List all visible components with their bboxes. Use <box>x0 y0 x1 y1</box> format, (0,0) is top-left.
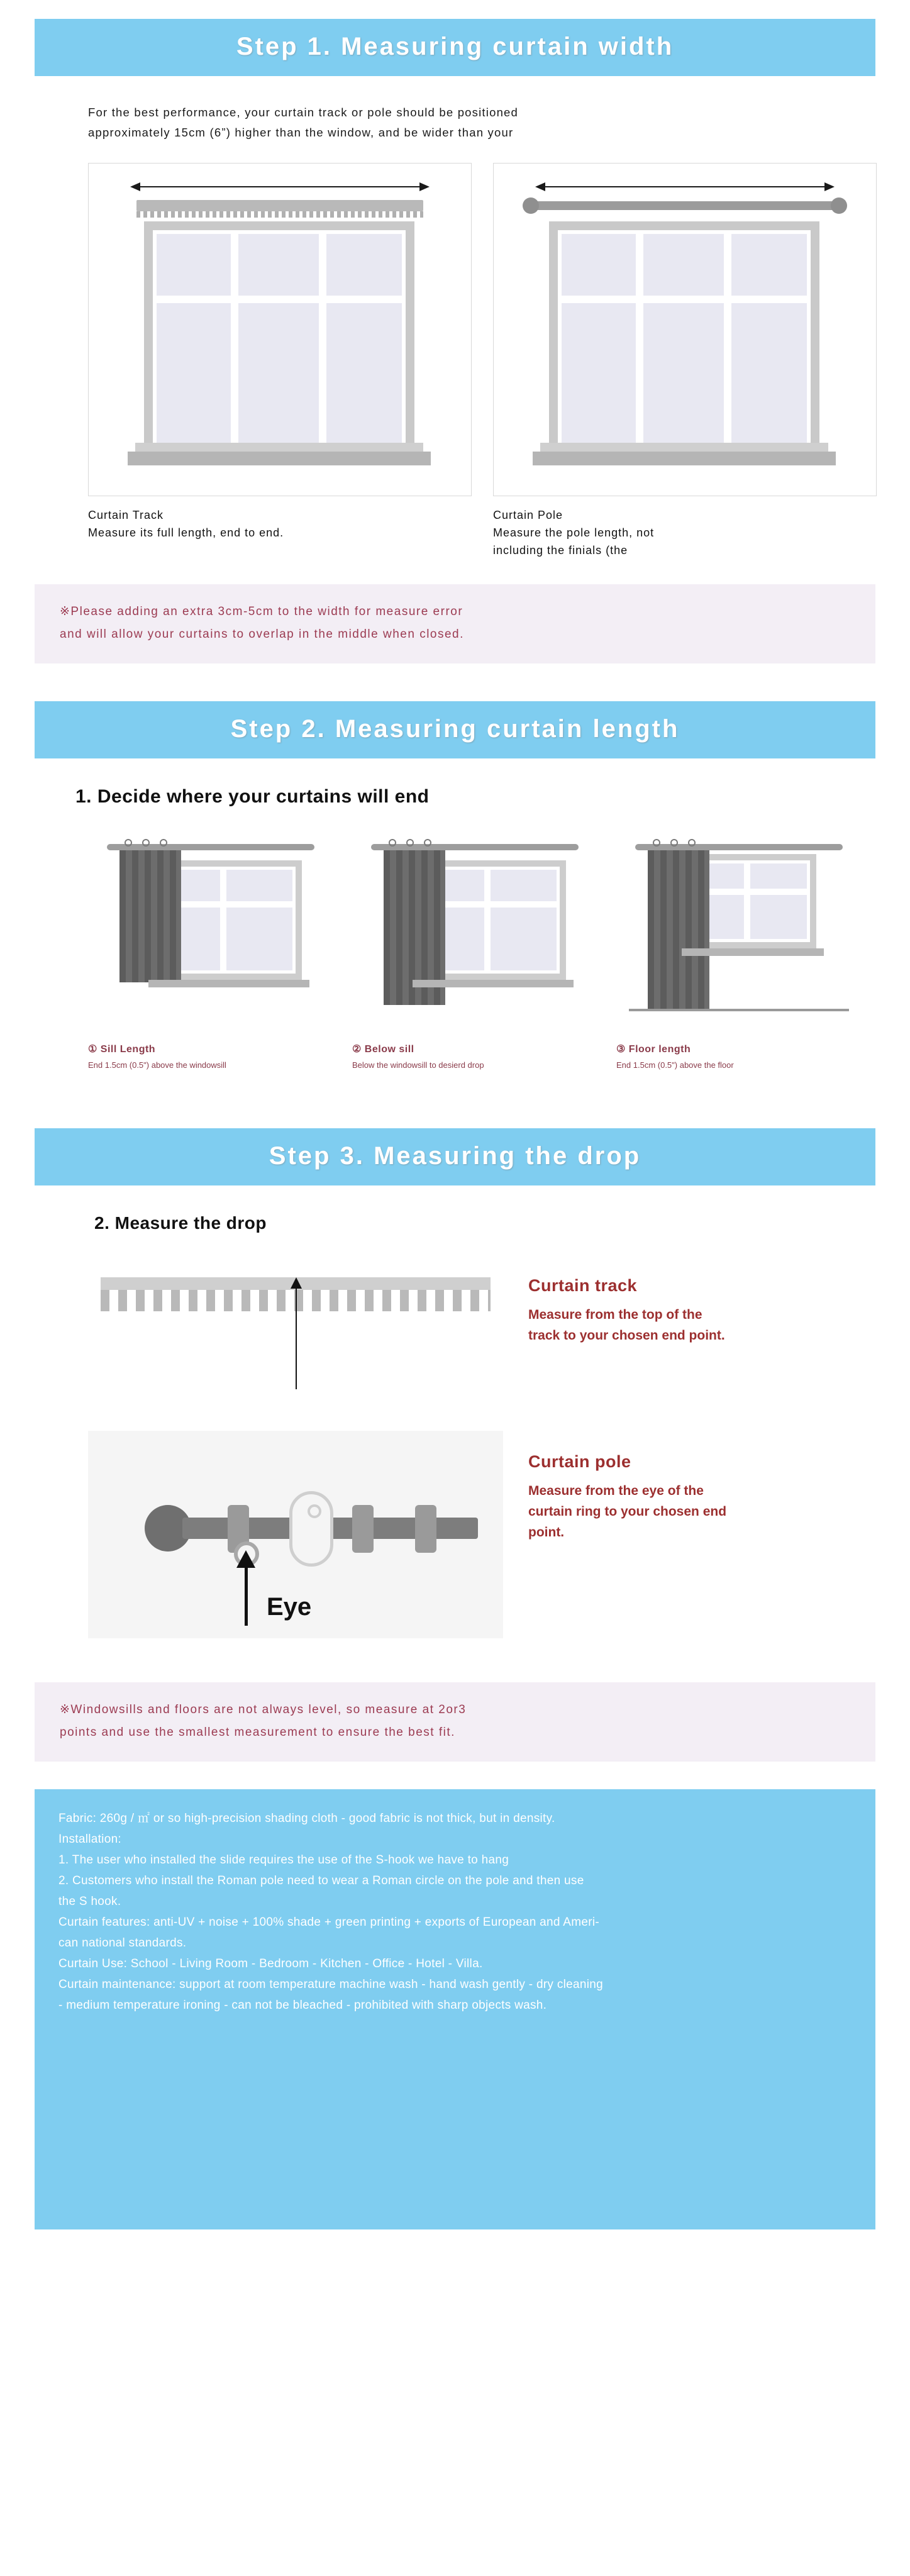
drop-measure-line <box>296 1282 297 1389</box>
mini-window-pane <box>487 904 560 974</box>
step3-banner: Step 3. Measuring the drop <box>35 1128 875 1185</box>
curtain-pole-caption <box>493 506 877 559</box>
curtain-ring-icon <box>125 839 132 847</box>
step3-section <box>0 1072 910 1185</box>
arrow-right-icon <box>824 182 835 191</box>
mini-window-frame <box>691 854 816 948</box>
window-frame <box>144 221 414 460</box>
arrow-left-icon <box>535 182 545 191</box>
intro-line-1: For the best performance, your curtain track or pole should be positioned <box>88 106 519 119</box>
below-sill-sub: Below the windowsill to desierd drop <box>352 1060 484 1070</box>
step1-section <box>0 0 910 76</box>
level-note-line-2: points and use the smallest measurement to ensure the best fit. <box>60 1726 455 1739</box>
step2-banner: Step 2. Measuring curtain length <box>35 701 875 758</box>
sill-length-col <box>88 829 333 1072</box>
sill-length-illustration <box>88 829 333 1036</box>
curtain-track-drop-title: Curtain track <box>528 1276 638 1295</box>
sill-length-label: ① Sill Length <box>88 1044 156 1055</box>
width-note-line-1: ※Please adding an extra 3cm-5cm to the width for measure error <box>60 605 463 618</box>
product-spec-panel <box>35 1789 875 2229</box>
curtain-pole-drop-title: Curtain pole <box>528 1452 631 1471</box>
curtain-ring-icon <box>406 839 414 847</box>
window-pane <box>153 299 235 452</box>
pole-drop-measure-arrow-icon <box>236 1550 255 1568</box>
curtain-pole-caption-body-1: Measure the pole length, not <box>493 526 655 539</box>
curtain-ring-icon <box>389 839 396 847</box>
floor-length-col <box>616 829 862 1072</box>
width-arrow-line <box>139 186 421 187</box>
mini-window-sill <box>682 948 824 956</box>
spec-use: Curtain Use: School - Living Room - Bedroom - Kitchen - Office - Hotel - Villa. <box>58 1957 483 1970</box>
spec-features-b: can national standards. <box>58 1936 187 1950</box>
mini-window-pane <box>223 867 296 904</box>
curtain-pole-drop-body-3: point. <box>528 1525 565 1540</box>
track-rail <box>136 200 423 211</box>
window-pane <box>235 299 323 452</box>
mini-window-pane <box>223 904 296 974</box>
window-sill-upper <box>540 443 828 452</box>
curtain-track-drop-body-1: Measure from the top of the <box>528 1307 702 1322</box>
curtain-ring-icon <box>424 839 431 847</box>
mini-window-pane <box>487 867 560 904</box>
curtain-track-drop-body-2: track to your chosen end point. <box>528 1328 725 1343</box>
below-sill-label: ② Below sill <box>352 1044 414 1055</box>
arrow-left-icon <box>130 182 140 191</box>
spec-install-2b: the S hook. <box>58 1895 121 1908</box>
pole-finial-left-icon <box>523 197 539 214</box>
mini-pole-rod <box>107 844 314 850</box>
curtain-ring-icon <box>670 839 678 847</box>
curtain-ring-icon <box>653 839 660 847</box>
curtain-track-caption-body: Measure its full length, end to end. <box>88 526 284 539</box>
spec-installation-title: Installation: <box>58 1833 122 1846</box>
arrow-right-icon <box>419 182 430 191</box>
window-pane <box>640 299 728 452</box>
curtain-pole-drop-body <box>528 1480 726 1543</box>
pole-drop-illustration <box>88 1431 503 1638</box>
curtain-pole-drop-body-1: Measure from the eye of the <box>528 1484 704 1498</box>
floor-line <box>629 1009 849 1011</box>
curtain-track-drop-body <box>528 1304 725 1346</box>
mini-curtain-panel <box>119 850 181 982</box>
window-sill <box>533 452 836 465</box>
window-pane <box>323 230 406 299</box>
window-pane <box>558 230 640 299</box>
mini-window-pane <box>747 892 810 942</box>
sill-length-sub: End 1.5cm (0.5") above the windowsill <box>88 1060 226 1070</box>
track-glider-teeth <box>136 211 423 218</box>
mini-curtain-panel <box>648 850 709 1009</box>
pole-drop-row <box>88 1431 910 1638</box>
below-sill-illustration <box>352 829 597 1036</box>
intro-line-2: approximately 15cm (6”) higher than the window, and be wider than your <box>88 126 514 139</box>
floor-length-illustration <box>616 829 862 1036</box>
spec-features-a: Curtain features: anti-UV + noise + 100% shade + green printing + exports of European and Ameri- <box>58 1916 600 1929</box>
curtain-ring-icon <box>142 839 150 847</box>
level-note <box>35 1682 875 1762</box>
window-sill-upper <box>135 443 423 452</box>
decide-end-heading: 1. Decide where your curtains will end <box>75 786 430 807</box>
level-note-line-1: ※Windowsills and floors are not always level, so measure at 2or3 <box>60 1703 467 1716</box>
step1-banner: Step 1. Measuring curtain width <box>35 19 875 76</box>
window-pane <box>235 230 323 299</box>
pole-finial-right-icon <box>831 197 847 214</box>
window-sill <box>128 452 431 465</box>
mini-window-pane <box>747 860 810 892</box>
spec-fabric: Fabric: 260g / ㎡ or so high-precision shading cloth - good fabric is not thick, but in density. <box>58 1812 555 1825</box>
spec-maintenance-b: - medium temperature ironing - can not be bleached - prohibited with sharp objects wash. <box>58 1999 547 2012</box>
curtain-track-figure-col <box>88 163 472 559</box>
curtain-pole-drop-body-2: curtain ring to your chosen end <box>528 1504 727 1519</box>
window-pane <box>558 299 640 452</box>
curtain-ring-icon <box>160 839 167 847</box>
track-drop-illustration <box>88 1255 503 1399</box>
curtain-ring-icon <box>415 1505 436 1553</box>
curtain-pole-figure-col <box>493 163 877 559</box>
width-note-line-2: and will allow your curtains to overlap in the middle when closed. <box>60 628 464 641</box>
pole-drop-text <box>528 1431 726 1543</box>
step2-section <box>0 663 910 758</box>
track-drop-text <box>528 1255 725 1346</box>
pole-rod <box>531 201 840 210</box>
drop-measure-arrow-icon <box>291 1277 302 1289</box>
curtain-pole-illustration <box>493 163 877 496</box>
floor-length-sub: End 1.5cm (0.5") above the floor <box>616 1060 734 1070</box>
floor-length-label: ③ Floor length <box>616 1044 691 1055</box>
track-drop-row <box>88 1255 910 1399</box>
curtain-pole-caption-body-2: including the finials (the <box>493 544 628 557</box>
window-pane <box>153 230 235 299</box>
mini-window-sill <box>148 980 309 987</box>
width-figures-row <box>88 163 822 559</box>
mini-pole-rod <box>635 844 843 850</box>
curtain-ring-icon <box>352 1505 374 1553</box>
spec-install-2a: 2. Customers who install the Roman pole need to wear a Roman circle on the pole and then use <box>58 1874 584 1887</box>
curtain-track-illustration <box>88 163 472 496</box>
spec-install-1: 1. The user who installed the slide requires the use of the S-hook we have to hang <box>58 1853 509 1867</box>
measure-drop-heading: 2. Measure the drop <box>94 1213 267 1233</box>
curtain-ring-icon <box>688 839 696 847</box>
curtain-pole-caption-title: Curtain Pole <box>493 509 563 521</box>
mini-window-sill <box>413 980 574 987</box>
width-arrow-line <box>544 186 826 187</box>
pole-bracket-icon <box>289 1491 333 1567</box>
width-note <box>35 584 875 663</box>
window-pane <box>728 299 811 452</box>
curtain-end-figures-row <box>88 829 822 1072</box>
eye-label: Eye <box>267 1593 312 1621</box>
window-pane <box>323 299 406 452</box>
below-sill-col <box>352 829 597 1072</box>
curtain-track-caption-title: Curtain Track <box>88 509 164 521</box>
mini-pole-rod <box>371 844 579 850</box>
intro-text <box>88 103 822 143</box>
spec-maintenance-a: Curtain maintenance: support at room temperature machine wash - hand wash gently - dry cleaning <box>58 1978 603 1991</box>
window-frame <box>549 221 819 460</box>
window-pane <box>640 230 728 299</box>
window-pane <box>728 230 811 299</box>
curtain-track-caption <box>88 506 472 541</box>
